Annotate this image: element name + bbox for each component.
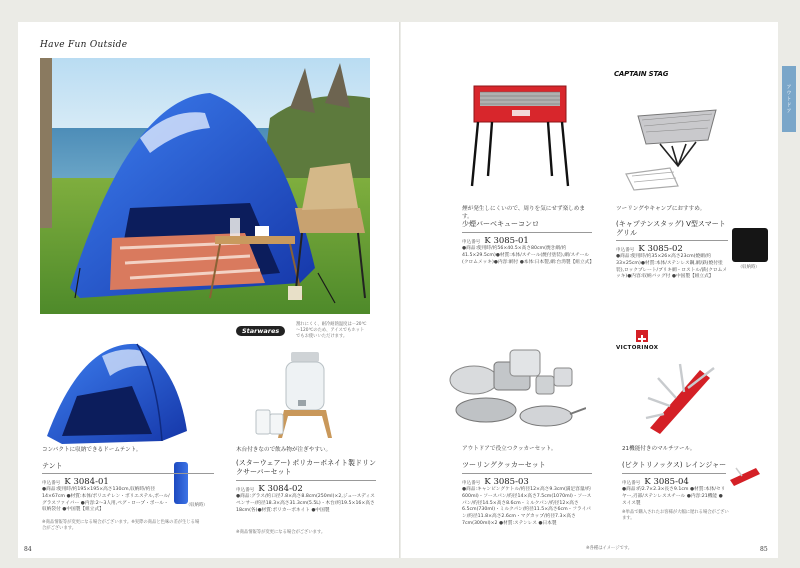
gutter [399, 22, 401, 558]
drink-server-name: (スターウェアー) ポリカーボネイト製ドリンクサーバーセット [236, 459, 376, 477]
tent-photo [42, 336, 192, 444]
starwares-blurb: 割れにくく、耐冷耐熱温度は－20℃～120℃のため、アイスでもホットでもお使いいただけます。 [296, 322, 367, 340]
v-grill-name: (キャプテンスタッグ) V型スマートグリル [616, 220, 726, 238]
tent-blurb: コンパクトに収納できるドームテント。 [42, 447, 142, 453]
v-grill-bag-photo [732, 228, 768, 262]
drink-server-code [236, 480, 376, 494]
bbq-grill-code [462, 232, 592, 246]
bbq-grill-spec: ●商品:使用時/約56×40.5×高さ80cm(焼き網/約41.5×29.5cm)●材質:本体/スチール(焼付塗装),網/スチール(クロムメッキ)●内容:網付 ●本体:日本製,網:台湾製【組立式】 [462, 246, 595, 265]
multitool-code-value[interactable]: K 3085-04 [644, 477, 689, 487]
bbq-grill-blurb: 煙が発生しにくいので、周りを気にせず楽しめます。 [462, 206, 585, 220]
multitool-code-label: 申込番号 [622, 481, 641, 486]
drink-server-code-value[interactable]: K 3084-02 [258, 484, 303, 494]
tent-bag-caption: （収納時） [186, 503, 208, 508]
page-number-right: 85 [760, 546, 768, 553]
cooker-set-code [462, 473, 592, 487]
v-grill-code [616, 240, 728, 254]
footer-notice: ※各種はイメージです。 [586, 546, 633, 551]
v-grill-photo [620, 96, 730, 192]
v-grill-bag-caption: （収納時） [738, 265, 760, 270]
section-tab[interactable]: アウトドア [782, 66, 796, 132]
victorinox-logo: VICTORINOX [616, 345, 659, 351]
v-grill-code-label: 申込番号 [616, 248, 635, 253]
bbq-grill-code-label: 申込番号 [462, 240, 481, 245]
cooker-set-name: ツーリングクッカーセット [462, 461, 546, 469]
v-grill-blurb: ツーリングやキャンプにおすすめ。 [616, 206, 706, 212]
multitool-blurb: 21機能付きのマルチツール。 [622, 446, 696, 452]
v-grill-spec: ●商品:使用時/約35×26×高さ23cm(焼網/約33×25cm)●材質:本体/ステンレス鋼,網/鉄(焼付塗装),ロックプレート/ブリキ網・ロストル/鉄(クロムメッキ)●内容:収納バッグ付 ●中国製【組立式】 [616, 254, 727, 280]
drink-server-spec: ●商品:グラス/約口径7.8×高さ8.8cm(250ml)×2,ジュースディスペンサー/約径18.3×高さ31.3cm(5.5L)・木台/約19.5×16×高さ18cm(各)●材質:ポリカーボネイト ●中国製 [236, 494, 375, 513]
page-title: Have Fun Outside [40, 40, 128, 50]
tent-name: テント [42, 462, 63, 470]
multitool-photo [640, 358, 720, 438]
bbq-grill-code-value[interactable]: K 3085-01 [484, 236, 529, 246]
drink-server-code-label: 申込番号 [236, 488, 255, 493]
multitool-code [622, 473, 726, 487]
tent-note: ※商品情報等が変更になる場合がございます。※実際の商品と色味の差が生じる場合がございます。 [42, 520, 200, 532]
captain-stag-logo: CAPTAIN STAG [614, 70, 669, 78]
drink-server-photo [236, 344, 368, 440]
tent-code [42, 473, 214, 487]
starwares-logo: Starwares [236, 326, 285, 336]
cooker-set-blurb: アウトドアで役立つクッカーセット。 [462, 446, 557, 452]
cooker-set-photo [446, 340, 586, 434]
tent-code-label: 申込番号 [42, 481, 61, 486]
hero-photo [40, 58, 370, 314]
multitool-note: ※単品で購入されたお客様が大幅に遅れる場合がございます。 [622, 510, 729, 522]
page-number-left: 84 [24, 546, 32, 553]
victorinox-cross-icon [636, 330, 648, 342]
multitool-spec: ●商品:約2.7×2.3×長さ9.1cm ●材質:本体/セリヤー,刃部/ステンレススチール ●内容:21機能 ●スイス製 [622, 487, 726, 506]
v-grill-code-value[interactable]: K 3085-02 [638, 244, 683, 254]
tent-spec: ●商品:使用時/約195×195×高さ130cm,収納時/約径14×67cm ●材質:本体/ポリエチレン・ポリエステル,ポール/グラスファイバー ●内容:2～3人用,ペグ・ロープ・ポール・収納袋付 ●中国製【組立式】 [42, 487, 170, 513]
bbq-grill-photo [462, 76, 582, 196]
bbq-grill-name: 少煙バーベキューコンロ [462, 220, 539, 228]
cooker-set-code-value[interactable]: K 3085-03 [484, 477, 529, 487]
drink-server-blurb: 木台付きなので飲み物が注ぎやすい。 [236, 447, 332, 453]
cooker-set-code-label: 申込番号 [462, 481, 481, 486]
cooker-set-spec: ●商品:キャンピングケトル/約径12×高さ9.3cm(満足容量/約600ml)・ソースパン/約径14×高さ7.5cm(1070ml)・ソースパン/約径14.5×高さ8.6cm・ミルクパン/約径12×高さ6.5cm(730ml)・ミルクパン/約径11.5×高さ6cm・フライパン/約径11.8×高さ2.6cm・マグカップ/約径7.3×高さ7cm(300ml)×2 ●材質:ステンレス ●日本製 [462, 487, 592, 527]
multitool-name: (ビクトリノックス) レインジャー [622, 461, 727, 469]
tent-code-value[interactable]: K 3084-01 [64, 477, 109, 487]
drink-server-note: ※商品情報等が変更になる場合がございます。 [236, 530, 326, 535]
